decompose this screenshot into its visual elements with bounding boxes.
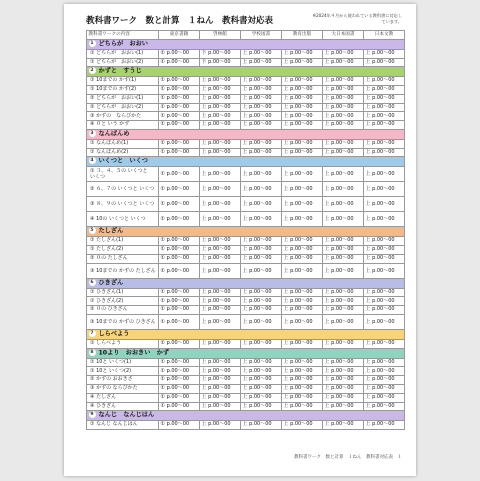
page-range-cell: 上 p.00〜00 [323,288,364,297]
table-row [87,77,405,86]
page-range-cell: ① p.00〜00 [159,49,200,58]
unit-header-row [87,278,405,288]
lesson-label: ④ 10の いくつと いくつ [87,212,159,227]
page-range-cell: 上 p.00〜00 [323,212,364,227]
page-range-cell: 上 p.00〜00 [323,376,364,385]
page-range-cell: 上 p.00〜00 [241,339,282,348]
table-row [87,121,405,130]
page-range-cell: 上 p.00〜00 [364,139,405,148]
page-range-cell: 上 p.00〜00 [323,77,364,86]
page-range-cell: ① p.00〜00 [159,402,200,411]
page-range-cell: 上 p.00〜00 [323,148,364,157]
lesson-label: ② ６、７の いくつと いくつ [87,182,159,197]
page-range-cell: 上 p.00〜00 [364,314,405,329]
page-range-cell: 上 p.00〜00 [282,246,323,255]
page-range-cell: 上 p.00〜00 [364,212,405,227]
page-range-cell: 上 p.00〜00 [323,297,364,306]
unit-number-badge: 1 [90,40,94,46]
page-range-cell: 上 p.00〜00 [200,384,241,393]
document-page [64,4,416,476]
lesson-label: ③ ８、９の いくつと いくつ [87,197,159,212]
unit-number-badge: 7 [90,330,94,336]
table-row [87,58,405,67]
table-row [87,367,405,376]
page-range-cell: 上 p.00〜00 [241,367,282,376]
page-range-cell: 上 p.00〜00 [241,358,282,367]
page-range-cell: ① p.00〜00 [159,167,200,182]
page-range-cell: ① p.00〜00 [159,376,200,385]
unit-header-row [87,348,405,358]
page-range-cell: 上 p.00〜00 [323,197,364,212]
page-range-cell: ① p.00〜00 [159,237,200,246]
table-row [87,402,405,411]
table-row [87,384,405,393]
page-range-cell: 上 p.00〜00 [364,197,405,212]
page-range-cell: 上 p.00〜00 [364,358,405,367]
page-range-cell: 上 p.00〜00 [364,384,405,393]
page-range-cell: 上 p.00〜00 [241,306,282,315]
page-range-cell: ① p.00〜00 [159,393,200,402]
table-row [87,358,405,367]
page-range-cell: 上 p.00〜00 [200,94,241,103]
unit-title-cell [87,278,405,288]
lesson-label: ③ 10までの かずの ひきざん [87,314,159,329]
page-title: 教科書ワーク 数と計算 １ねん 教科書対応表 [86,16,274,26]
page-range-cell: 上 p.00〜00 [364,339,405,348]
page-range-cell: 上 p.00〜00 [323,112,364,121]
unit-title: どちらが おおい [98,40,148,48]
page-range-cell: 上 p.00〜00 [241,376,282,385]
page-range-cell: 上 p.00〜00 [282,77,323,86]
page-range-cell: 上 p.00〜00 [241,314,282,329]
unit-title: いくつと いくつ [98,157,148,165]
page-range-cell: 上 p.00〜00 [282,421,323,430]
page-range-cell: 上 p.00〜00 [241,421,282,430]
lesson-label: ① 10と いくつ(2) [87,367,159,376]
page-range-cell: 上 p.00〜00 [200,86,241,95]
page-range-cell: 上 p.00〜00 [282,58,323,67]
lesson-label: ③ 10までの かずの たしざん [87,263,159,278]
page-range-cell: 上 p.00〜00 [241,121,282,130]
page-range-cell: 上 p.00〜00 [241,148,282,157]
page-range-cell: 上 p.00〜00 [364,182,405,197]
page-range-cell: 上 p.00〜00 [241,58,282,67]
page-range-cell: 上 p.00〜00 [282,306,323,315]
page-range-cell: 上 p.00〜00 [241,384,282,393]
page-range-cell: 上 p.00〜00 [200,167,241,182]
page-range-cell: 上 p.00〜00 [364,121,405,130]
table-row [87,86,405,95]
lesson-label: ② どちらが おおい(1) [87,94,159,103]
page-range-cell: 上 p.00〜00 [282,182,323,197]
unit-title-cell [87,411,405,421]
unit-header-row [87,329,405,339]
lesson-label: ④ ０と いう かず [87,121,159,130]
lesson-label: ③ かずの ならびかた [87,112,159,121]
unit-number-badge: 8 [90,349,94,355]
page-range-cell: 上 p.00〜00 [241,103,282,112]
page-range-cell: 上 p.00〜00 [200,237,241,246]
header-publisher: 日本文教 [364,31,405,40]
lesson-label: ① たしざん(2) [87,246,159,255]
page-range-cell: 上 p.00〜00 [364,263,405,278]
table-row [87,237,405,246]
page-range-cell: 上 p.00〜00 [323,58,364,67]
page-footer: 教科書ワーク 数と計算 １ねん 教科書対応表 １ [294,455,402,460]
page-range-cell: 上 p.00〜00 [241,297,282,306]
table-row [87,306,405,315]
page-range-cell: 上 p.00〜00 [364,297,405,306]
page-range-cell: 上 p.00〜00 [323,367,364,376]
unit-title-cell [87,329,405,339]
page-range-cell: 上 p.00〜00 [200,197,241,212]
page-range-cell: 上 p.00〜00 [323,94,364,103]
unit-header-row [87,67,405,77]
page-range-cell: 上 p.00〜00 [323,254,364,263]
lesson-label: ① ひきざん(1) [87,288,159,297]
page-range-cell: 上 p.00〜00 [364,393,405,402]
page-range-cell: 上 p.00〜00 [323,306,364,315]
page-range-cell: 上 p.00〜00 [241,402,282,411]
page-range-cell: 上 p.00〜00 [282,358,323,367]
table-row [87,112,405,121]
page-range-cell: 上 p.00〜00 [200,393,241,402]
page-range-cell: 上 p.00〜00 [323,314,364,329]
page-range-cell: 上 p.00〜00 [200,376,241,385]
page-range-cell: 上 p.00〜00 [282,393,323,402]
page-range-cell: 上 p.00〜00 [282,367,323,376]
table-row [87,139,405,148]
page-range-cell: ① p.00〜00 [159,112,200,121]
page-range-cell: 上 p.00〜00 [323,246,364,255]
page-range-cell: 上 p.00〜00 [200,421,241,430]
page-range-cell: 上 p.00〜00 [364,167,405,182]
page-range-cell: 上 p.00〜00 [323,384,364,393]
page-range-cell: 上 p.00〜00 [200,182,241,197]
page-range-cell: 上 p.00〜00 [200,103,241,112]
page-range-cell: ① p.00〜00 [159,288,200,297]
page-range-cell: 上 p.00〜00 [364,94,405,103]
lesson-label: ① なんばんめ(2) [87,148,159,157]
page-range-cell: 上 p.00〜00 [282,263,323,278]
page-range-cell: 上 p.00〜00 [364,86,405,95]
page-range-cell: 上 p.00〜00 [200,148,241,157]
table-row [87,103,405,112]
page-range-cell: 上 p.00〜00 [282,384,323,393]
page-range-cell: 上 p.00〜00 [282,121,323,130]
unit-title-cell [87,157,405,167]
page-range-cell: 上 p.00〜00 [200,246,241,255]
page-range-cell: 上 p.00〜00 [200,112,241,121]
lesson-label: ① なんじ なんじはん [87,421,159,430]
page-range-cell: ① p.00〜00 [159,212,200,227]
page-range-cell: ① p.00〜00 [159,314,200,329]
header-publisher: 教育出版 [282,31,323,40]
page-range-cell: 上 p.00〜00 [241,139,282,148]
page-range-cell: 上 p.00〜00 [241,86,282,95]
page-range-cell: 上 p.00〜00 [323,182,364,197]
unit-header-row [87,411,405,421]
page-range-cell: ① p.00〜00 [159,384,200,393]
page-range-cell: 上 p.00〜00 [241,94,282,103]
page-range-cell: 上 p.00〜00 [323,167,364,182]
page-range-cell: 上 p.00〜00 [282,197,323,212]
unit-number-badge: 9 [90,412,94,418]
page-range-cell: 上 p.00〜00 [282,112,323,121]
page-range-cell: 上 p.00〜00 [200,297,241,306]
table-row [87,421,405,430]
unit-title-cell [87,227,405,237]
lesson-label: ④ たしざん [87,393,159,402]
unit-title: ひきざん [98,279,124,287]
page-range-cell: 上 p.00〜00 [323,393,364,402]
header-publisher: 学校図書 [241,31,282,40]
page-range-cell: 上 p.00〜00 [282,339,323,348]
lesson-label: ① なんばんめ(1) [87,139,159,148]
unit-title-cell [87,67,405,77]
table-row [87,288,405,297]
lesson-label: ② かずの おおきさ [87,376,159,385]
unit-title: 10より おおきい かず [98,349,169,357]
page-range-cell: 上 p.00〜00 [282,402,323,411]
page-range-cell: 上 p.00〜00 [200,212,241,227]
table-row [87,314,405,329]
page-range-cell: 上 p.00〜00 [200,339,241,348]
table-row [87,376,405,385]
page-range-cell: 上 p.00〜00 [364,288,405,297]
page-range-cell: 上 p.00〜00 [200,314,241,329]
unit-number-badge: 2 [90,68,94,74]
page-range-cell: 上 p.00〜00 [241,112,282,121]
page-range-cell: 上 p.00〜00 [323,86,364,95]
unit-title-cell [87,129,405,139]
page-range-cell: 上 p.00〜00 [241,49,282,58]
lesson-label: ① どちらが おおい(2) [87,58,159,67]
page-range-cell: 上 p.00〜00 [200,263,241,278]
unit-number-badge: 6 [90,279,94,285]
table-row [87,197,405,212]
page-range-cell: 上 p.00〜00 [364,77,405,86]
page-range-cell: ① p.00〜00 [159,77,200,86]
page-range-cell: 上 p.00〜00 [200,358,241,367]
page-range-cell: 上 p.00〜00 [241,393,282,402]
page-range-cell: ① p.00〜00 [159,197,200,212]
page-range-cell: ① p.00〜00 [159,297,200,306]
lesson-label: ① 10までの かず(2) [87,86,159,95]
page-range-cell: ① p.00〜00 [159,367,200,376]
page-range-cell: 上 p.00〜00 [282,314,323,329]
table-header-row [87,31,405,40]
page-range-cell: ① p.00〜00 [159,148,200,157]
table-row [87,212,405,227]
table-row [87,148,405,157]
page-range-cell: 上 p.00〜00 [282,212,323,227]
unit-number-badge: 5 [90,228,94,234]
unit-number-badge: 3 [90,130,94,136]
page-range-cell: 上 p.00〜00 [282,49,323,58]
table-row [87,94,405,103]
page-range-cell: 上 p.00〜00 [241,182,282,197]
correspondence-table [86,30,405,430]
page-range-cell: 上 p.00〜00 [200,121,241,130]
page-range-cell: 上 p.00〜00 [200,77,241,86]
page-range-cell: 上 p.00〜00 [364,237,405,246]
page-range-cell: ① p.00〜00 [159,182,200,197]
page-range-cell: ① p.00〜00 [159,121,200,130]
lesson-label: ① 10と いくつ(1) [87,358,159,367]
page-range-cell: ① p.00〜00 [159,246,200,255]
unit-number-badge: 4 [90,158,94,164]
page-range-cell: 上 p.00〜00 [364,112,405,121]
page-range-cell: 上 p.00〜00 [282,148,323,157]
table-row [87,263,405,278]
page-range-cell: 上 p.00〜00 [323,421,364,430]
unit-title: しらべよう [98,330,130,338]
page-range-cell: 上 p.00〜00 [364,421,405,430]
page-range-cell: 上 p.00〜00 [323,237,364,246]
page-range-cell: 上 p.00〜00 [364,376,405,385]
page-range-cell: 上 p.00〜00 [200,306,241,315]
page-range-cell: 下 p.00〜00 [200,58,241,67]
page-range-cell: ① p.00〜00 [159,306,200,315]
page-range-cell: 上 p.00〜00 [241,246,282,255]
header-publisher: 啓林館 [200,31,241,40]
unit-title: なんじ なんじはん [98,411,155,419]
lesson-label: ② ０の たしざん [87,254,159,263]
header-publisher: 大日本図書 [323,31,364,40]
page-range-cell: 上 p.00〜00 [282,288,323,297]
page-range-cell: 上 p.00〜00 [241,212,282,227]
page-range-cell: 上 p.00〜00 [282,86,323,95]
page-range-cell: 上 p.00〜00 [282,103,323,112]
page-range-cell: 下 p.00〜00 [200,49,241,58]
lesson-label: ① ３、４、５の いくつと いくつ [87,167,159,182]
page-range-cell: ① p.00〜00 [159,103,200,112]
page-range-cell: 上 p.00〜00 [282,237,323,246]
page-range-cell: 上 p.00〜00 [364,49,405,58]
page-range-cell: 上 p.00〜00 [241,237,282,246]
lesson-label: ① しらべよう [87,339,159,348]
page-range-cell: 上 p.00〜00 [282,94,323,103]
table-row [87,49,405,58]
page-range-cell: 上 p.00〜00 [364,148,405,157]
page-range-cell: 上 p.00〜00 [200,288,241,297]
page-range-cell: 上 p.00〜00 [323,121,364,130]
table-row [87,254,405,263]
page-range-cell: 上 p.00〜00 [364,367,405,376]
page-range-cell: ① p.00〜00 [159,421,200,430]
unit-header-row [87,39,405,49]
lesson-label: ② ０の ひきざん [87,306,159,315]
page-range-cell: 上 p.00〜00 [323,103,364,112]
page-range-cell: ① p.00〜00 [159,358,200,367]
page-range-cell: 上 p.00〜00 [323,139,364,148]
lesson-label: ① 10までの かず(1) [87,77,159,86]
page-range-cell: ① p.00〜00 [159,94,200,103]
page-range-cell: ① p.00〜00 [159,58,200,67]
page-range-cell: 上 p.00〜00 [282,254,323,263]
page-range-cell: 上 p.00〜00 [323,402,364,411]
page-range-cell: 上 p.00〜00 [323,358,364,367]
unit-header-row [87,129,405,139]
unit-title-cell [87,39,405,49]
page-range-cell: 上 p.00〜00 [241,254,282,263]
table-row [87,297,405,306]
lesson-label: ② どちらが おおい(2) [87,103,159,112]
unit-title: なんばんめ [98,130,130,138]
lesson-label: ① たしざん(1) [87,237,159,246]
table-row [87,167,405,182]
page-range-cell: 上 p.00〜00 [200,402,241,411]
unit-title: かずと すうじ [98,67,142,75]
page-range-cell: 上 p.00〜00 [200,367,241,376]
page-range-cell: 上 p.00〜00 [323,339,364,348]
page-range-cell: 上 p.00〜00 [364,58,405,67]
page-range-cell: ① p.00〜00 [159,254,200,263]
unit-title: たしざん [98,227,124,235]
page-range-cell: 上 p.00〜00 [200,254,241,263]
page-range-cell: ① p.00〜00 [159,139,200,148]
page-range-cell: ① p.00〜00 [159,339,200,348]
page-range-cell: ① p.00〜00 [159,263,200,278]
page-range-cell: 上 p.00〜00 [241,167,282,182]
usage-note: ※2024年４月から使われている教科書に対応しています。 [312,13,402,24]
page-range-cell: 上 p.00〜00 [323,49,364,58]
page-range-cell: 上 p.00〜00 [241,263,282,278]
page-range-cell: 上 p.00〜00 [364,306,405,315]
page-range-cell: 上 p.00〜00 [364,103,405,112]
table-row [87,393,405,402]
table-row [87,339,405,348]
lesson-label: ① ひきざん(2) [87,297,159,306]
header-publisher: 東京書籍 [159,31,200,40]
unit-header-row [87,227,405,237]
page-range-cell: 上 p.00〜00 [364,246,405,255]
lesson-label: ③ かずの ならびかた [87,384,159,393]
page-range-cell: 上 p.00〜00 [241,288,282,297]
page-range-cell: 上 p.00〜00 [241,77,282,86]
table-row [87,246,405,255]
lesson-label: ④ ひきざん [87,402,159,411]
header-content: 教科書ワークの内容 [87,31,159,40]
page-range-cell: 上 p.00〜00 [282,297,323,306]
page-range-cell: 上 p.00〜00 [323,263,364,278]
page-range-cell: 上 p.00〜00 [200,139,241,148]
page-range-cell: ① p.00〜00 [159,86,200,95]
page-range-cell: 上 p.00〜00 [364,402,405,411]
page-range-cell: 上 p.00〜00 [241,197,282,212]
page-range-cell: 上 p.00〜00 [282,376,323,385]
unit-header-row [87,157,405,167]
page-range-cell: 上 p.00〜00 [364,254,405,263]
unit-title-cell [87,348,405,358]
lesson-label: ① どちらが おおい(1) [87,49,159,58]
page-range-cell: 上 p.00〜00 [282,139,323,148]
page-range-cell: 上 p.00〜00 [282,167,323,182]
table-row [87,182,405,197]
